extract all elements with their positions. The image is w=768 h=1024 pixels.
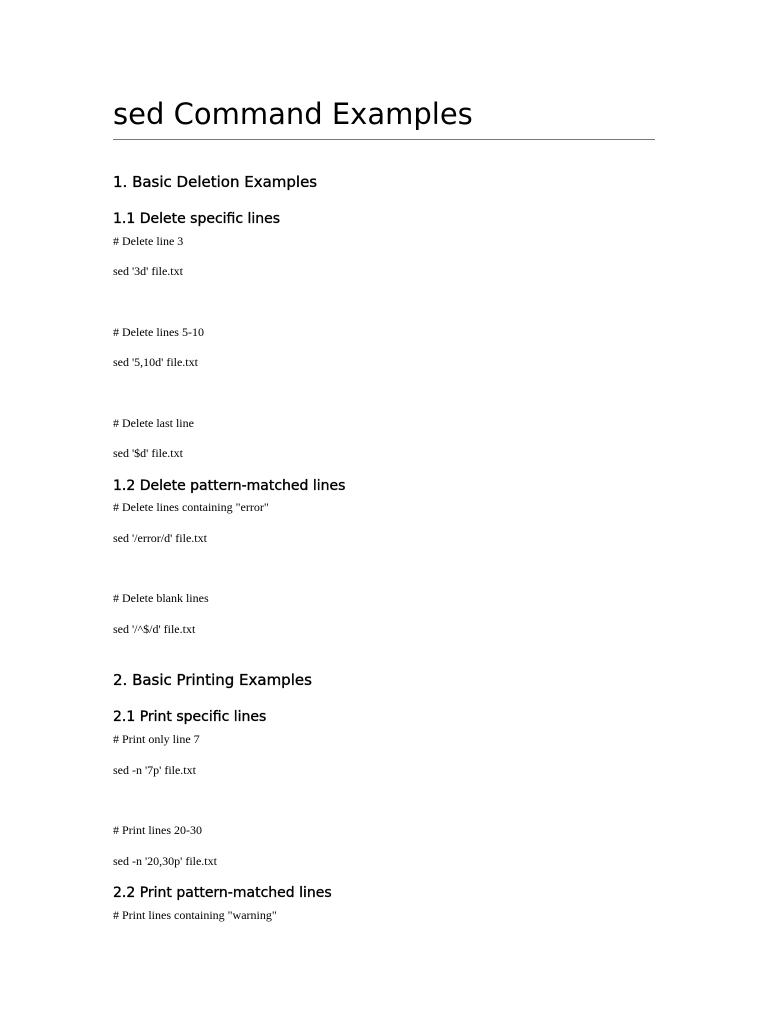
document-title: sed Command Examples	[113, 97, 473, 131]
code-command: sed '$d' file.txt	[113, 446, 183, 460]
code-comment: # Delete line 3	[113, 234, 184, 248]
code-command: sed '3d' file.txt	[113, 264, 183, 278]
code-comment: # Print only line 7	[113, 732, 200, 746]
title-underline	[113, 139, 655, 140]
subsection-heading-delete-pattern-matched-lines: 1.2 Delete pattern-matched lines	[113, 478, 346, 494]
code-comment: # Delete last line	[113, 416, 194, 430]
code-comment: # Print lines 20-30	[113, 823, 202, 837]
subsection-heading-print-pattern-matched-lines: 2.2 Print pattern-matched lines	[113, 885, 332, 901]
subsection-heading-print-specific-lines: 2.1 Print specific lines	[113, 709, 267, 725]
code-comment: # Delete blank lines	[113, 591, 209, 605]
code-comment: # Delete lines 5-10	[113, 325, 204, 339]
code-command: sed '/^$/d' file.txt	[113, 622, 196, 636]
code-command: sed '/error/d' file.txt	[113, 531, 207, 545]
code-command: sed -n '7p' file.txt	[113, 763, 196, 777]
section-heading-basic-deletion: 1. Basic Deletion Examples	[113, 173, 318, 191]
code-command: sed '5,10d' file.txt	[113, 355, 198, 369]
code-comment: # Delete lines containing "error"	[113, 500, 269, 514]
code-command: sed -n '20,30p' file.txt	[113, 854, 217, 868]
subsection-heading-delete-specific-lines: 1.1 Delete specific lines	[113, 211, 281, 227]
section-heading-basic-printing: 2. Basic Printing Examples	[113, 671, 312, 689]
code-comment: # Print lines containing "warning"	[113, 908, 277, 922]
